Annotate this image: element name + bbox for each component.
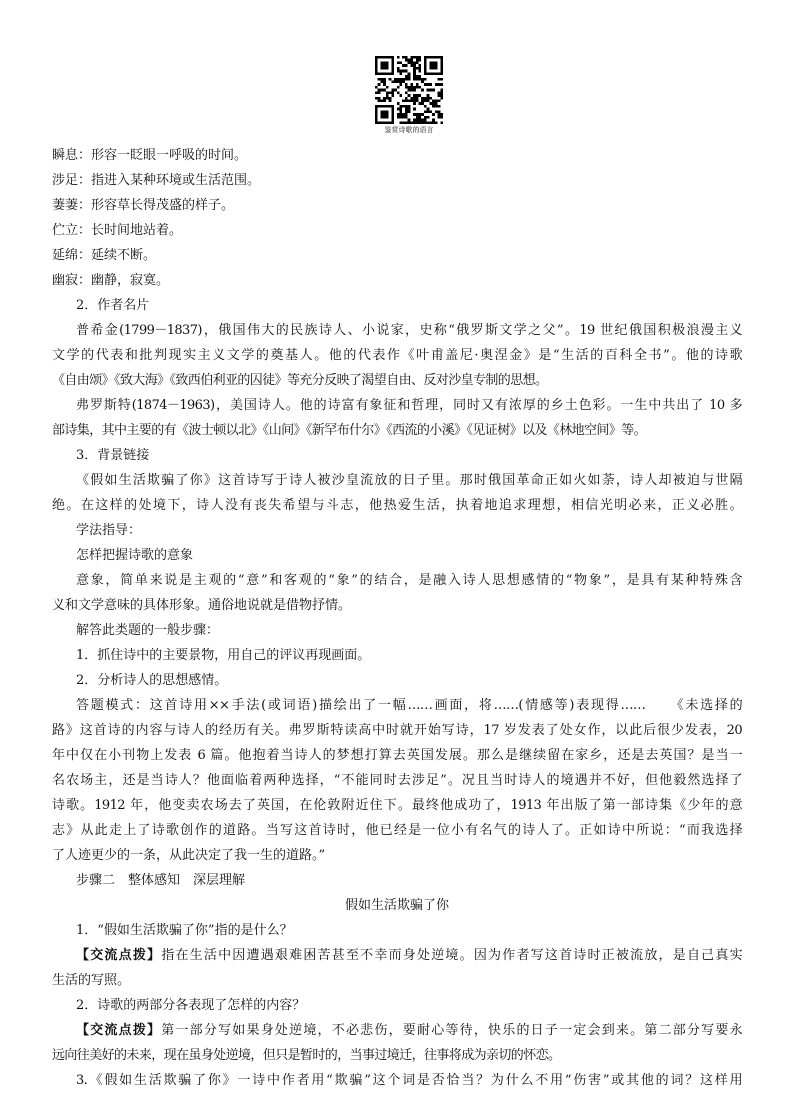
template-line: 志》从此走上了诗歌创作的道路。当写这首诗时，他已经是一位小有名气的诗人了。正如诗中所说：“而我选择 (52, 823, 742, 838)
vocab-definition: 形容草长得茂盛的样子。 (91, 198, 235, 213)
question-2: 2．诗歌的两部分各表现了怎样的内容？ (76, 998, 306, 1013)
steps-heading: 解答此类题的一般步骤： (76, 623, 220, 638)
background-line: 《假如生活欺骗了你》这首诗写于诗人被沙皇流放的日子里。那时俄国革命正如火如荼，诗人却被迫与世隔 (76, 473, 742, 488)
vocab-word: 瞬息： (52, 148, 92, 163)
author-frost-line: 部诗集，其中主要的有《波士顿以北》《山间》《新罕布什尔》《西流的小溪》《见证树》以及《林地空间》等。 (52, 423, 647, 438)
method-heading: 学法指导： (76, 523, 142, 538)
answer-tag: 【交流点拨】 (76, 948, 162, 963)
template-line: 诗歌。1912 年，他变卖农场去了英国，在伦敦附近住下。最终他成功了，1913 年出版了第一部诗集《少年的意 (52, 798, 742, 813)
question-1: 1．“假如生活欺骗了你”指的是什么？ (76, 923, 293, 938)
author-pushkin-line: 普希金(1799－1837)，俄国伟大的民族诗人、小说家，史称“俄罗斯文学之父”。19 世纪俄国积极浪漫主义 (76, 323, 742, 338)
vocab-word: 延绵： (52, 248, 92, 263)
author-pushkin-line: 文学的代表和批判现实主义文学的奠基人。他的代表作《叶甫盖尼·奥涅金》是“生活的百科全书”。他的诗歌 (52, 348, 742, 363)
method-line: 意象，简单来说是主观的“意”和客观的“象”的结合，是融入诗人思想感情的“物象”，是具有某种特殊含 (76, 573, 742, 588)
answer-1-line (52, 943, 742, 968)
qr-caption: 鉴赏诗歌的语言 (384, 126, 434, 134)
vocab-definition: 指进入某种环境或生活范围。 (91, 173, 261, 188)
answer-text: 第一部分写如果身处逆境，不必悲伤，要耐心等待，快乐的日子一定会到来。第二部分写要永 (161, 1023, 742, 1038)
template-line: 年中仅在小刊物上发表 6 篇。他抱着当诗人的梦想打算去英国发展。那么是继续留在家乡，还是去英国？是当一 (52, 748, 742, 763)
answer-text: 指在生活中因遭遇艰难困苦甚至不幸而身处逆境。因为作者写这首诗时正被流放，是自己真实 (161, 948, 742, 963)
vocab-item (52, 168, 742, 193)
vocab-word: 伫立： (52, 223, 92, 238)
document-body (52, 143, 742, 1093)
template-line: 了人迹更少的一条，从此决定了我一生的道路。” (52, 848, 326, 863)
template-line: 答题模式：这首诗用××手法(或词语)描绘出了一幅……画面，将……(情感等)表现得…… 《未选择的 (76, 698, 742, 713)
template-line: 路》这首诗的内容与诗人的经历有关。弗罗斯特读高中时就开始写诗，17 岁发表了处女作，以此后很少发表，20 (52, 723, 742, 738)
step2-heading: 步骤二 整体感知 深层理解 (76, 873, 246, 888)
section-heading-author: 2．作者名片 (76, 298, 150, 313)
vocab-word: 萋萋： (52, 198, 92, 213)
question-3: 3.《假如生活欺骗了你》一诗中作者用“欺骗”这个词是否恰当？为什么不用“伤害”或其他的词？这样用 (76, 1073, 742, 1088)
vocab-word: 涉足： (52, 173, 92, 188)
vocab-definition: 长时间地站着。 (91, 223, 183, 238)
method-line: 义和文学意味的具体形象。通俗地说就是借物抒情。 (52, 598, 352, 613)
answer-2-line (52, 1018, 742, 1043)
vocab-item (52, 243, 742, 268)
method-subheading: 怎样把握诗歌的意象 (76, 548, 194, 563)
qr-block (373, 56, 445, 135)
answer-tag: 【交流点拨】 (76, 1023, 162, 1038)
author-pushkin-line: 《自由颂》《致大海》《致西伯利亚的囚徒》等充分反映了渴望自由、反对沙皇专制的思想。 (52, 373, 548, 388)
answer-2-line: 远向往美好的未来，现在虽身处逆境，但只是暂时的，当事过境迁，往事将成为亲切的怀恋。 (52, 1048, 561, 1063)
vocab-definition: 延续不断。 (91, 248, 157, 263)
step-item: 1．抓住诗中的主要景物，用自己的评议再现画面。 (76, 648, 371, 663)
vocab-definition: 形容一眨眼一呼吸的时间。 (91, 148, 248, 163)
vocab-item (52, 218, 742, 243)
answer-1-line: 生活的写照。 (52, 973, 131, 988)
author-frost-line: 弗罗斯特(1874－1963)，美国诗人。他的诗富有象征和哲理，同时又有浓厚的乡土色彩。一生中共出了 10 多 (76, 398, 742, 413)
background-line: 绝。在这样的处境下，诗人没有丧失希望与斗志，他热爱生活，执着地追求理想，相信光明必来，正义必胜。 (52, 498, 742, 513)
vocab-word: 幽寂： (52, 273, 92, 288)
vocab-definition: 幽静，寂寞。 (91, 273, 170, 288)
vocab-item (52, 143, 742, 168)
template-line: 名农场主，还是当诗人？他面临着两种选择，“不能同时去涉足”。况且当时诗人的境遇并不好，但他毅然选择了 (52, 773, 742, 788)
vocab-item (52, 268, 742, 293)
vocab-item (52, 193, 742, 218)
qr-code-icon[interactable] (375, 56, 443, 124)
step-item: 2．分析诗人的思想感情。 (76, 673, 228, 688)
section-heading-background: 3．背景链接 (76, 448, 150, 463)
poem-title: 假如生活欺骗了你 (344, 898, 449, 913)
